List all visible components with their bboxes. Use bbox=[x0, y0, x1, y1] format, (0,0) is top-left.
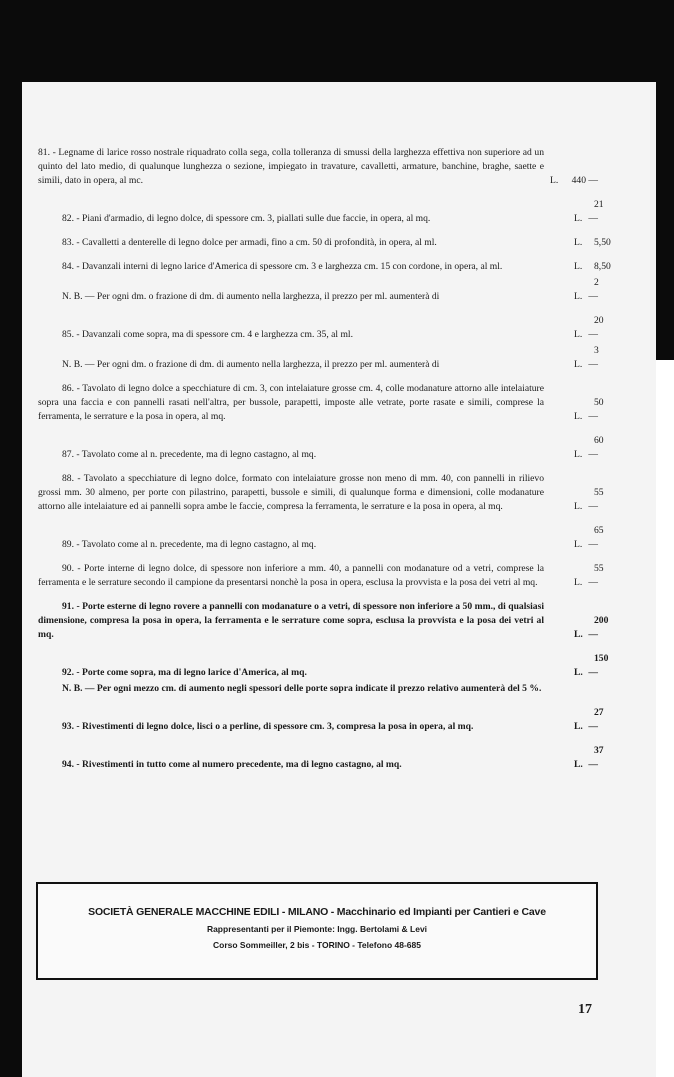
item-price: 2 — bbox=[588, 277, 599, 302]
ad-representative-line: Rappresentanti per il Piemonte: Ingg. Bertolami & Levi bbox=[206, 924, 428, 934]
item-currency: L. bbox=[574, 449, 583, 460]
item-text: 83. - Cavalletti a denterelle di legno dolce per armadi, fino a cm. 50 di profondità, in opera, al ml. bbox=[62, 237, 437, 248]
item-text: 84. - Davanzali interni di legno larice d'America di spessore cm. 3 e larghezza cm. 15 con cordone, in opera, al ml. bbox=[62, 261, 503, 272]
item-text: 91. - Porte esterne di legno rovere a pannelli con modanature o a vetri, di spessore non inferiore a 50 mm., di qualsiasi dimensione, compresa la posa in opera, la ferramenta e le serrature come sopra, esclusa la provvista e la posa dei vetri al mq. bbox=[38, 601, 544, 640]
item-text: 93. - Rivestimenti di legno dolce, lisci o a perline, di spessore cm. 3, compresa la posa in opera, al mq. bbox=[62, 721, 474, 732]
note-item bbox=[38, 682, 598, 696]
note-text: N. B. — Per ogni mezzo cm. di aumento negli spessori delle porte sopra indicate il prezzo relativo aumenterà del 5 %. bbox=[62, 683, 542, 694]
list-item bbox=[38, 260, 611, 274]
item-currency: L. bbox=[574, 213, 583, 224]
item-price: 20 — bbox=[588, 315, 604, 340]
price-list bbox=[38, 146, 611, 782]
item-currency: L. bbox=[574, 667, 583, 678]
list-item bbox=[38, 600, 609, 642]
item-text: 81. - Legname di larice rosso nostrale riquadrato colla sega, colla tolleranza di smussi della larghezza effettiva non superiore ad un quinto del lato medio, di qualunque lunghezza o sezione, impiegato in travature, cavalletti, armature, banchine, braghe, saette e simili, dato in opera, al mc. bbox=[38, 147, 544, 186]
item-currency: L. bbox=[574, 721, 583, 732]
note-text: N. B. — Per ogni dm. o frazione di dm. di aumento nella larghezza, il prezzo per ml. aumenterà di bbox=[62, 291, 440, 302]
item-text: 85. - Davanzali come sopra, ma di spessore cm. 4 e larghezza cm. 35, al ml. bbox=[62, 329, 353, 340]
document-page bbox=[22, 82, 656, 1077]
item-currency: L. bbox=[574, 291, 583, 302]
item-price: 55 — bbox=[588, 563, 604, 588]
item-price: 37 — bbox=[588, 745, 604, 770]
ad-address-line: Corso Sommeiller, 2 bis - TORINO - Telefono 48-685 bbox=[213, 940, 421, 950]
item-currency: L. bbox=[574, 577, 583, 588]
list-item bbox=[38, 236, 611, 250]
item-price: 55 — bbox=[588, 487, 604, 512]
item-text: 87. - Tavolato come al n. precedente, ma di legno castagno, al mq. bbox=[62, 449, 317, 460]
list-item bbox=[38, 524, 604, 552]
page-number: 17 bbox=[578, 1002, 592, 1017]
item-price: 440 — bbox=[571, 175, 598, 186]
advertisement-box bbox=[36, 882, 598, 980]
note-item bbox=[38, 276, 598, 304]
list-item bbox=[38, 472, 604, 514]
item-currency: L. bbox=[550, 175, 559, 186]
item-currency: L. bbox=[574, 261, 583, 272]
item-text: 89. - Tavolato come al n. precedente, ma di legno castagno, al mq. bbox=[62, 539, 317, 550]
list-item bbox=[38, 562, 604, 590]
item-text: 88. - Tavolato a specchiature di legno dolce, formato con intelaiature grosse non meno di mm. 40, con pannelli in rilievo grossi mm. 30 almeno, per porte con pilastrino, parapetti, bussole e simili, di qualunque forma e dimensioni, colle modanature attorno alle intelaiature ed ai pannelli sopra ambe le faccie, compresa la ferramenta, le serrature e la posa in opera, al mq. bbox=[38, 473, 544, 512]
item-currency: L. bbox=[574, 501, 583, 512]
item-currency: L. bbox=[574, 237, 583, 248]
list-item bbox=[38, 198, 604, 226]
item-price: 60 — bbox=[588, 435, 604, 460]
item-price: 27 — bbox=[588, 707, 604, 732]
item-text: 92. - Porte come sopra, ma di legno larice d'America, al mq. bbox=[62, 667, 307, 678]
item-price: 65 — bbox=[588, 525, 604, 550]
item-currency: L. bbox=[574, 759, 583, 770]
scan-top-border bbox=[0, 0, 674, 82]
item-text: 82. - Piani d'armadio, di legno dolce, di spessore cm. 3, piallati sulle due faccie, in opera, al mq. bbox=[62, 213, 431, 224]
item-text: 86. - Tavolato di legno dolce a specchiature di cm. 3, con intelaiature grosse cm. 4, colle modanature attorno alle intelaiature sopra una faccia e con pannelli rasati nell'altra, per bussole, parapetti, imposte alle vetrate, porte rasate e simili, comprese la ferramenta, le serrature e la posa in opera, al mq. bbox=[38, 383, 544, 422]
item-currency: L. bbox=[574, 359, 583, 370]
item-price: 5,50 bbox=[594, 237, 611, 248]
list-item bbox=[38, 146, 598, 188]
item-price: 21 — bbox=[588, 199, 604, 224]
ad-company-line: SOCIETÀ GENERALE MACCHINE EDILI - MILANO - Macchinario ed Impianti per Cantieri e Cave bbox=[88, 906, 546, 918]
item-text: 90. - Porte interne di legno dolce, di spessore non inferiore a mm. 40, a pannelli con modanature od a vetri, comprese la ferramenta e le serrature secondo il campione da presentarsi nonchè la posa in opera, esclusa la provvista e la posa dei vetri al mq. bbox=[38, 563, 544, 588]
item-price: 200 — bbox=[588, 615, 609, 640]
note-text: N. B. — Per ogni dm. o frazione di dm. di aumento nella larghezza, il prezzo per ml. aumenterà di bbox=[62, 359, 440, 370]
list-item bbox=[38, 382, 604, 424]
item-text: 94. - Rivestimenti in tutto come al numero precedente, ma di legno castagno, al mq. bbox=[62, 759, 402, 770]
list-item bbox=[38, 434, 604, 462]
item-currency: L. bbox=[574, 539, 583, 550]
list-item bbox=[38, 314, 604, 342]
item-price: 50 — bbox=[588, 397, 604, 422]
list-item bbox=[38, 744, 604, 772]
scan-right-border bbox=[656, 0, 674, 360]
list-item bbox=[38, 652, 609, 680]
item-price: 8,50 bbox=[594, 261, 611, 272]
note-item bbox=[38, 344, 598, 372]
item-currency: L. bbox=[574, 411, 583, 422]
list-item bbox=[38, 706, 604, 734]
item-price: 3 — bbox=[588, 345, 599, 370]
item-price: 150 — bbox=[588, 653, 609, 678]
item-currency: L. bbox=[574, 629, 583, 640]
item-currency: L. bbox=[574, 329, 583, 340]
scan-left-border bbox=[0, 82, 22, 1077]
